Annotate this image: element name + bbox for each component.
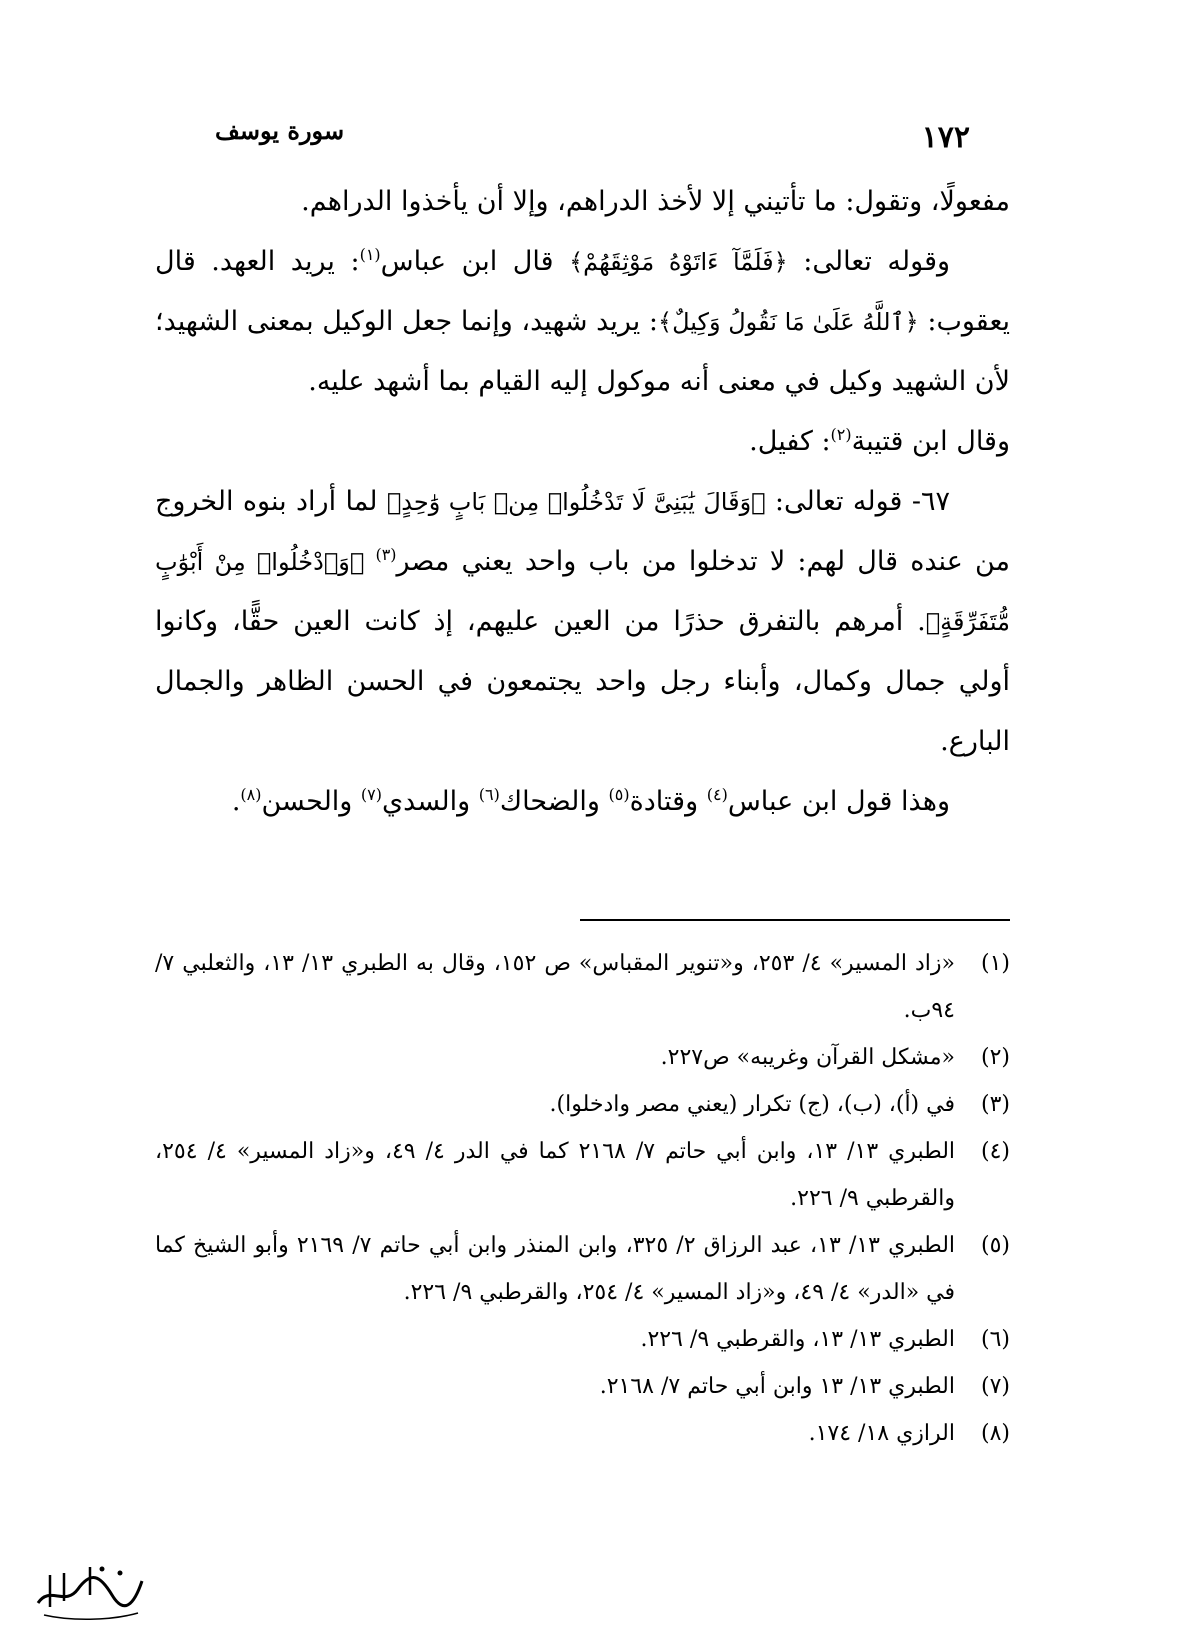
text-run: : يريد العهد. قال يعقوب:	[155, 246, 1011, 337]
quran-verse: ﴿وَٱدْخُلُوا۟ مِنْ أَبْوَٰبٍ مُّتَفَرِّقَةٍ﴾	[155, 548, 1010, 636]
text-run: ٦٧- قوله تعالى:	[765, 486, 950, 517]
footnote-number: (٤)	[980, 1139, 1010, 1164]
footnotes	[155, 940, 1010, 1457]
text-run: : يريد شهيد، وإنما جعل الوكيل بمعنى الشهيد؛ لأن الشهيد وكيل في معنى أنه موكول إليه القيام بما أشهد عليه.	[155, 306, 1010, 397]
footnote-text: في (أ)، (ب)، (ج) تكرار (يعني مصر وادخلوا).	[549, 1092, 955, 1117]
footnote-number: (٨)	[980, 1421, 1010, 1446]
footnote-text: الطبري ١٣/ ١٣ وابن أبي حاتم ٧/ ٢١٦٨.	[599, 1374, 955, 1399]
footnote-ref-3[interactable]: (٣)	[375, 545, 397, 564]
footnote	[155, 1410, 1010, 1457]
text-run: قال ابن عباس	[380, 246, 570, 277]
footnote-number: (٧)	[980, 1374, 1010, 1399]
text-run: والسدي	[382, 786, 479, 817]
footnote-ref-5[interactable]: (٥)	[608, 785, 630, 804]
running-head	[175, 106, 1010, 156]
text-run: لما أراد بنوه الخروج من عنده قال لهم: لا تدخلوا من باب واحد يعني مصر	[155, 486, 1010, 577]
quran-verse: ﴿فَلَمَّآ ءَاتَوْهُ مَوْثِقَهُمْ﴾	[569, 248, 788, 276]
footnote	[155, 1222, 1010, 1316]
footnote	[155, 940, 1010, 1034]
footnote	[155, 1034, 1010, 1081]
footnote-number: (٢)	[980, 1045, 1010, 1070]
text-run: وقتادة	[629, 786, 707, 817]
text-run: وقال ابن قتيبة	[851, 426, 1010, 457]
footnote-ref-8[interactable]: (٨)	[240, 785, 262, 804]
footnote-number: (٥)	[980, 1233, 1010, 1258]
footnote-text: الطبري ١٣/ ١٣، والقرطبي ٩/ ٢٢٦.	[640, 1327, 955, 1352]
text-run: : كفيل.	[749, 426, 831, 457]
footnote-text: «زاد المسير» ٤/ ٢٥٣، و«تنوير المقباس» ص ١٥٢، وقال به الطبري ١٣/ ١٣، والثعلبي ٧/ ٩٤ب.	[155, 951, 956, 1023]
footnote-separator	[580, 919, 1010, 921]
surah-title: سورة يوسف	[215, 116, 345, 145]
footnote-ref-2[interactable]: (٢)	[830, 425, 852, 444]
footnote	[155, 1316, 1010, 1363]
footnote-text: الرازي ١٨/ ١٧٤.	[808, 1421, 955, 1446]
quran-verse: ﴿ٱللَّهُ عَلَىٰ مَا نَقُولُ وَكِيلٌ﴾	[658, 308, 919, 336]
paragraph-2	[155, 232, 1010, 412]
footnote-ref-6[interactable]: (٦)	[478, 785, 500, 804]
footnote-text: الطبري ١٣/ ١٣، عبد الرزاق ٢/ ٣٢٥، وابن المنذر وابن أبي حاتم ٧/ ٢١٦٩ وأبو الشيخ كما في «الدر» ٤/ ٤٩، و«زاد المسير» ٤/ ٢٥٤، والقرطبي ٩/ ٢٢٦.	[155, 1233, 956, 1305]
text-run: والحسن	[261, 786, 361, 817]
quran-verse: ﴿وَقَالَ يَٰبَنِىَّ لَا تَدْخُلُوا۟ مِنۢ بَابٍ وَٰحِدٍ﴾	[386, 488, 766, 516]
footnote-number: (٦)	[980, 1327, 1010, 1352]
footnote	[155, 1128, 1010, 1222]
text-run: . أمرهم بالتفرق حذرًا من العين عليهم، إذ كانت العين حقًّا، وكانوا أولي جمال وكمال، وأبناء رجل واحد يجتمعون في الحسن الظاهر والجمال البارع.	[155, 606, 1010, 757]
publisher-logo	[30, 1545, 150, 1625]
footnote-text: «مشكل القرآن وغريبه» ص٢٢٧.	[660, 1045, 955, 1070]
text-run: .	[231, 786, 241, 817]
footnote-ref-4[interactable]: (٤)	[706, 785, 728, 804]
footnote-number: (١)	[980, 951, 1010, 976]
paragraph-1-text: مفعولًا، وتقول: ما تأتيني إلا لأخذ الدراهم، وإلا أن يأخذوا الدراهم.	[301, 186, 1010, 217]
paragraph-3	[155, 412, 1010, 472]
footnote	[155, 1081, 1010, 1128]
page-number: ١٧٢	[921, 120, 970, 155]
footnote	[155, 1363, 1010, 1410]
footnote-ref-7[interactable]: (٧)	[360, 785, 383, 804]
main-text	[155, 172, 1010, 832]
paragraph-4	[155, 472, 1010, 772]
footnote-ref-1[interactable]: (١)	[359, 245, 381, 264]
text-run: وهذا قول ابن عباس	[727, 786, 950, 817]
footnote-number: (٣)	[980, 1092, 1010, 1117]
paragraph-1	[155, 172, 1010, 232]
paragraph-5	[155, 772, 1010, 832]
text-run: وقوله تعالى:	[787, 246, 951, 277]
footnote-text: الطبري ١٣/ ١٣، وابن أبي حاتم ٧/ ٢١٦٨ كما في الدر ٤/ ٤٩، و«زاد المسير» ٤/ ٢٥٤، والقرطبي ٩/ ٢٢٦.	[155, 1139, 956, 1211]
text-run: والضحاك	[499, 786, 609, 817]
